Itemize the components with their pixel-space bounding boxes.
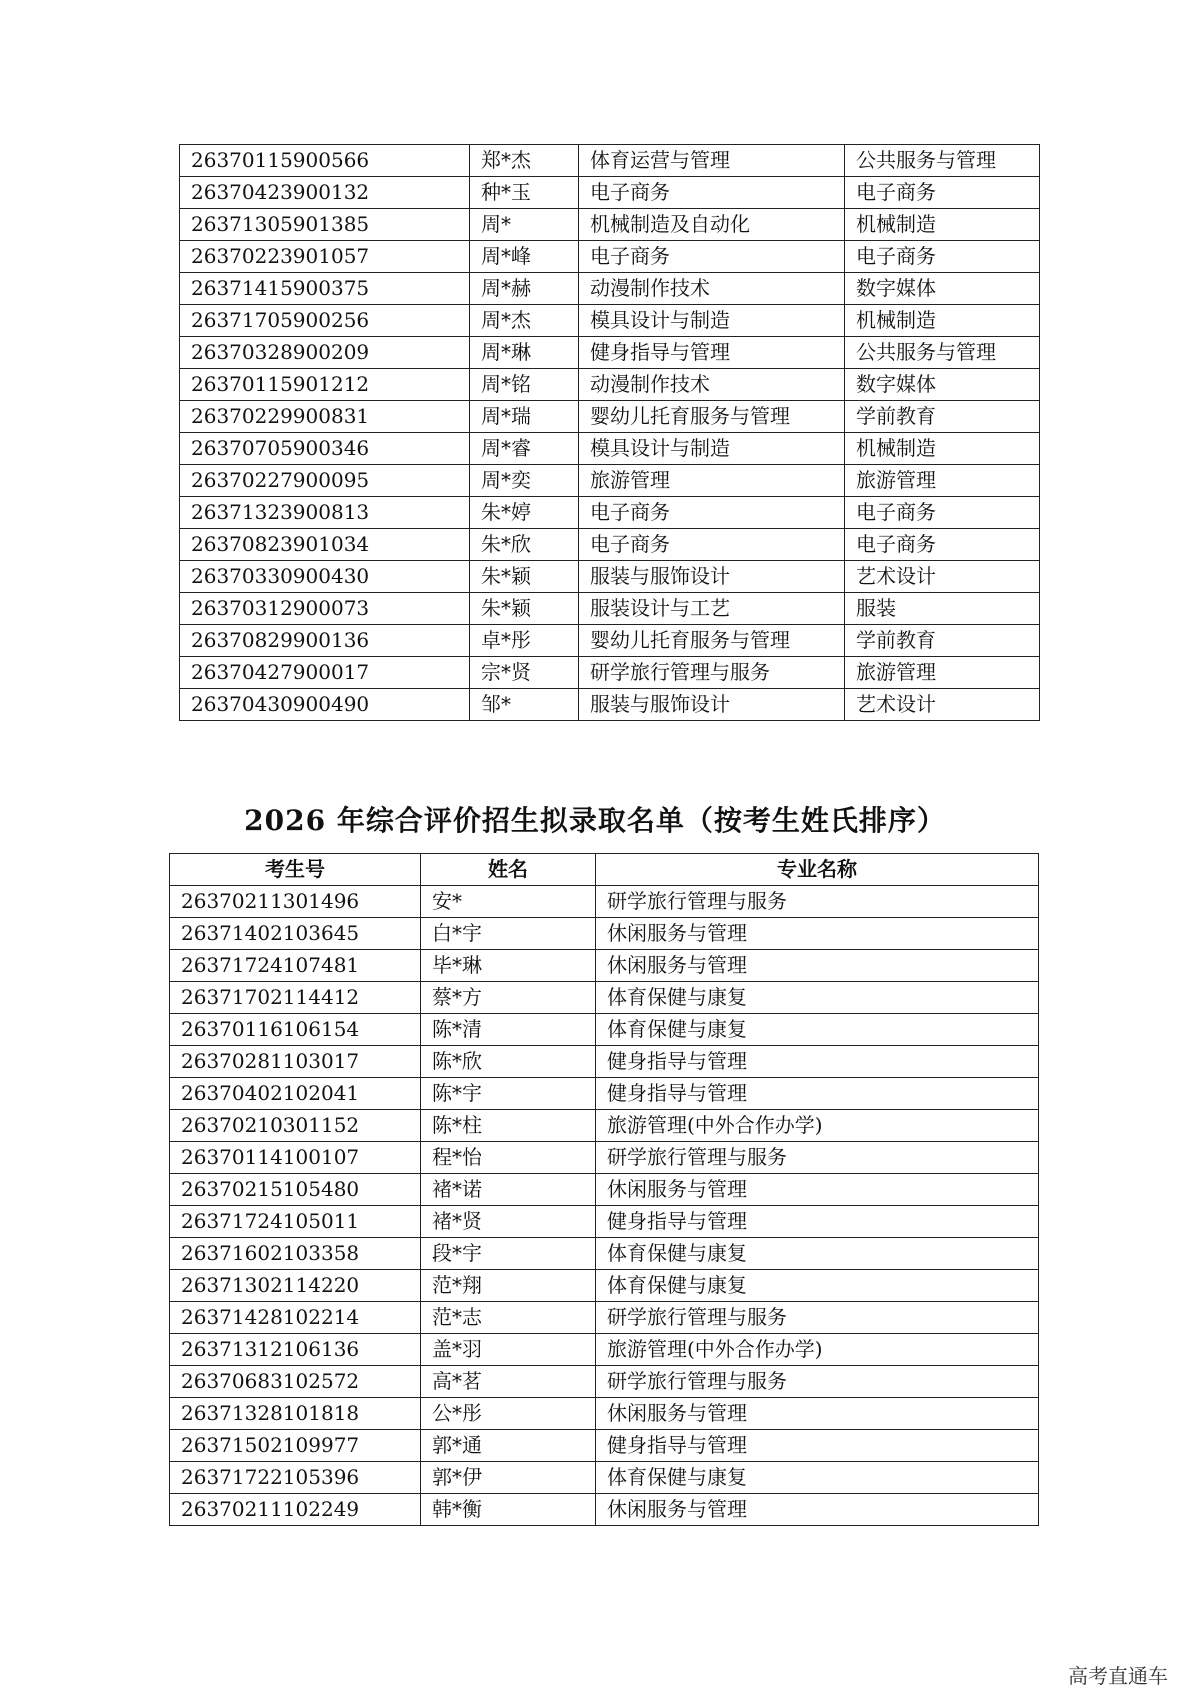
cell-major: 体育保健与康复 xyxy=(596,1270,1039,1302)
cell-category: 数字媒体 xyxy=(845,273,1040,305)
cell-major: 电子商务 xyxy=(579,241,845,273)
cell-category: 旅游管理 xyxy=(845,465,1040,497)
cell-exam-number: 26370229900831 xyxy=(180,401,470,433)
cell-name: 范*翔 xyxy=(421,1270,596,1302)
cell-major: 电子商务 xyxy=(579,497,845,529)
cell-major: 休闲服务与管理 xyxy=(596,1174,1039,1206)
table-row xyxy=(170,1014,1039,1046)
table-header-row xyxy=(170,854,1039,886)
table-row xyxy=(170,1206,1039,1238)
table-row xyxy=(180,337,1040,369)
table-row xyxy=(180,497,1040,529)
cell-name: 白*宇 xyxy=(421,918,596,950)
table-row xyxy=(170,1174,1039,1206)
header-name: 姓名 xyxy=(421,854,596,886)
cell-major: 研学旅行管理与服务 xyxy=(596,1302,1039,1334)
cell-category: 学前教育 xyxy=(845,401,1040,433)
cell-major: 休闲服务与管理 xyxy=(596,950,1039,982)
table-row xyxy=(170,1494,1039,1526)
cell-major: 研学旅行管理与服务 xyxy=(596,1366,1039,1398)
cell-name: 盖*羽 xyxy=(421,1334,596,1366)
cell-name: 周*睿 xyxy=(470,433,579,465)
cell-exam-number: 26370281103017 xyxy=(170,1046,421,1078)
cell-name: 公*彤 xyxy=(421,1398,596,1430)
cell-exam-number: 26371328101818 xyxy=(170,1398,421,1430)
cell-major: 动漫制作技术 xyxy=(579,273,845,305)
cell-name: 陈*清 xyxy=(421,1014,596,1046)
cell-name: 种*玉 xyxy=(470,177,579,209)
cell-major: 研学旅行管理与服务 xyxy=(596,1142,1039,1174)
table-row xyxy=(180,145,1040,177)
cell-exam-number: 26370683102572 xyxy=(170,1366,421,1398)
cell-major: 健身指导与管理 xyxy=(596,1206,1039,1238)
cell-major: 动漫制作技术 xyxy=(579,369,845,401)
table-row xyxy=(170,950,1039,982)
cell-exam-number: 26371402103645 xyxy=(170,918,421,950)
cell-major: 体育运营与管理 xyxy=(579,145,845,177)
cell-exam-number: 26371323900813 xyxy=(180,497,470,529)
cell-exam-number: 26371722105396 xyxy=(170,1462,421,1494)
cell-name: 周*峰 xyxy=(470,241,579,273)
cell-name: 朱*颖 xyxy=(470,561,579,593)
cell-exam-number: 26370330900430 xyxy=(180,561,470,593)
table-row xyxy=(180,657,1040,689)
header-major: 专业名称 xyxy=(596,854,1039,886)
cell-major: 体育保健与康复 xyxy=(596,1462,1039,1494)
watermark-text: 高考直通车 xyxy=(1068,1664,1168,1688)
cell-exam-number: 26370312900073 xyxy=(180,593,470,625)
cell-exam-number: 26370829900136 xyxy=(180,625,470,657)
cell-name: 朱*欣 xyxy=(470,529,579,561)
cell-name: 高*茗 xyxy=(421,1366,596,1398)
cell-category: 机械制造 xyxy=(845,209,1040,241)
table1-body xyxy=(180,145,1040,721)
cell-category: 学前教育 xyxy=(845,625,1040,657)
table2-body xyxy=(170,886,1039,1526)
table-row xyxy=(170,1078,1039,1110)
cell-major: 体育保健与康复 xyxy=(596,1238,1039,1270)
cell-name: 段*宇 xyxy=(421,1238,596,1270)
cell-exam-number: 26370116106154 xyxy=(170,1014,421,1046)
cell-major: 健身指导与管理 xyxy=(596,1078,1039,1110)
cell-category: 艺术设计 xyxy=(845,561,1040,593)
cell-name: 郭*通 xyxy=(421,1430,596,1462)
cell-major: 研学旅行管理与服务 xyxy=(596,886,1039,918)
cell-major: 机械制造及自动化 xyxy=(579,209,845,241)
cell-major: 模具设计与制造 xyxy=(579,433,845,465)
cell-name: 周*杰 xyxy=(470,305,579,337)
cell-exam-number: 26371602103358 xyxy=(170,1238,421,1270)
cell-major: 电子商务 xyxy=(579,177,845,209)
cell-major: 婴幼儿托育服务与管理 xyxy=(579,625,845,657)
cell-name: 毕*琳 xyxy=(421,950,596,982)
cell-major: 旅游管理 xyxy=(579,465,845,497)
cell-name: 韩*衡 xyxy=(421,1494,596,1526)
table-row xyxy=(170,1462,1039,1494)
cell-exam-number: 26371702114412 xyxy=(170,982,421,1014)
cell-major: 体育保健与康复 xyxy=(596,1014,1039,1046)
cell-name: 范*志 xyxy=(421,1302,596,1334)
table-row xyxy=(170,886,1039,918)
cell-exam-number: 26370114100107 xyxy=(170,1142,421,1174)
cell-name: 蔡*方 xyxy=(421,982,596,1014)
cell-major: 婴幼儿托育服务与管理 xyxy=(579,401,845,433)
table-row xyxy=(180,209,1040,241)
table-row xyxy=(180,689,1040,721)
cell-category: 艺术设计 xyxy=(845,689,1040,721)
cell-exam-number: 26370211102249 xyxy=(170,1494,421,1526)
cell-category: 旅游管理 xyxy=(845,657,1040,689)
cell-major: 旅游管理(中外合作办学) xyxy=(596,1334,1039,1366)
cell-exam-number: 26371705900256 xyxy=(180,305,470,337)
cell-category: 电子商务 xyxy=(845,497,1040,529)
table-row xyxy=(180,593,1040,625)
cell-category: 公共服务与管理 xyxy=(845,145,1040,177)
cell-category: 电子商务 xyxy=(845,177,1040,209)
cell-exam-number: 26370211301496 xyxy=(170,886,421,918)
cell-exam-number: 26371428102214 xyxy=(170,1302,421,1334)
table-row xyxy=(180,433,1040,465)
cell-major: 健身指导与管理 xyxy=(579,337,845,369)
cell-exam-number: 26371302114220 xyxy=(170,1270,421,1302)
table-row xyxy=(180,625,1040,657)
cell-category: 服装 xyxy=(845,593,1040,625)
table-row xyxy=(170,1270,1039,1302)
table-row xyxy=(170,1334,1039,1366)
cell-exam-number: 26371415900375 xyxy=(180,273,470,305)
table-row xyxy=(170,1366,1039,1398)
table-row xyxy=(180,369,1040,401)
cell-major: 健身指导与管理 xyxy=(596,1430,1039,1462)
table-row xyxy=(170,1110,1039,1142)
cell-exam-number: 26370210301152 xyxy=(170,1110,421,1142)
cell-category: 电子商务 xyxy=(845,529,1040,561)
cell-name: 周*琳 xyxy=(470,337,579,369)
cell-exam-number: 26371312106136 xyxy=(170,1334,421,1366)
table-row xyxy=(170,982,1039,1014)
table-row xyxy=(170,1430,1039,1462)
cell-exam-number: 26370430900490 xyxy=(180,689,470,721)
cell-major: 研学旅行管理与服务 xyxy=(579,657,845,689)
cell-major: 旅游管理(中外合作办学) xyxy=(596,1110,1039,1142)
cell-exam-number: 26370823901034 xyxy=(180,529,470,561)
table-row xyxy=(170,1046,1039,1078)
cell-name: 周*铭 xyxy=(470,369,579,401)
cell-exam-number: 26370328900209 xyxy=(180,337,470,369)
cell-name: 邹* xyxy=(470,689,579,721)
cell-name: 陈*宇 xyxy=(421,1078,596,1110)
cell-exam-number: 26370227900095 xyxy=(180,465,470,497)
cell-category: 机械制造 xyxy=(845,433,1040,465)
cell-name: 卓*彤 xyxy=(470,625,579,657)
cell-name: 周*奕 xyxy=(470,465,579,497)
cell-category: 电子商务 xyxy=(845,241,1040,273)
cell-category: 机械制造 xyxy=(845,305,1040,337)
cell-exam-number: 26370705900346 xyxy=(180,433,470,465)
cell-category: 公共服务与管理 xyxy=(845,337,1040,369)
table-row xyxy=(170,1238,1039,1270)
comprehensive-admission-table xyxy=(169,853,1039,1526)
table-row xyxy=(170,918,1039,950)
table-row xyxy=(180,305,1040,337)
cell-exam-number: 26371305901385 xyxy=(180,209,470,241)
cell-name: 周*赫 xyxy=(470,273,579,305)
cell-category: 数字媒体 xyxy=(845,369,1040,401)
cell-exam-number: 26371724105011 xyxy=(170,1206,421,1238)
cell-name: 郭*伊 xyxy=(421,1462,596,1494)
table-row xyxy=(170,1398,1039,1430)
cell-name: 朱*婷 xyxy=(470,497,579,529)
table-row xyxy=(170,1302,1039,1334)
cell-name: 宗*贤 xyxy=(470,657,579,689)
cell-major: 服装与服饰设计 xyxy=(579,561,845,593)
cell-major: 服装设计与工艺 xyxy=(579,593,845,625)
table-row xyxy=(180,561,1040,593)
header-exam-number: 考生号 xyxy=(170,854,421,886)
cell-exam-number: 26371724107481 xyxy=(170,950,421,982)
cell-exam-number: 26370427900017 xyxy=(180,657,470,689)
cell-name: 周* xyxy=(470,209,579,241)
cell-name: 朱*颖 xyxy=(470,593,579,625)
cell-major: 休闲服务与管理 xyxy=(596,918,1039,950)
cell-major: 电子商务 xyxy=(579,529,845,561)
cell-name: 郑*杰 xyxy=(470,145,579,177)
cell-exam-number: 26371502109977 xyxy=(170,1430,421,1462)
admission-table-continued xyxy=(179,144,1040,721)
table-row xyxy=(180,241,1040,273)
cell-major: 健身指导与管理 xyxy=(596,1046,1039,1078)
table-row xyxy=(180,273,1040,305)
table-row xyxy=(180,529,1040,561)
cell-major: 服装与服饰设计 xyxy=(579,689,845,721)
cell-exam-number: 26370115900566 xyxy=(180,145,470,177)
table-row xyxy=(180,401,1040,433)
section-title: 2026 年综合评价招生拟录取名单（按考生姓氏排序） xyxy=(244,804,946,837)
cell-major: 体育保健与康复 xyxy=(596,982,1039,1014)
table-row xyxy=(180,177,1040,209)
cell-name: 程*怡 xyxy=(421,1142,596,1174)
cell-name: 褚*贤 xyxy=(421,1206,596,1238)
table-row xyxy=(170,1142,1039,1174)
cell-exam-number: 26370115901212 xyxy=(180,369,470,401)
cell-name: 褚*诺 xyxy=(421,1174,596,1206)
cell-name: 陈*欣 xyxy=(421,1046,596,1078)
cell-major: 模具设计与制造 xyxy=(579,305,845,337)
cell-major: 休闲服务与管理 xyxy=(596,1494,1039,1526)
cell-exam-number: 26370215105480 xyxy=(170,1174,421,1206)
cell-exam-number: 26370402102041 xyxy=(170,1078,421,1110)
cell-major: 休闲服务与管理 xyxy=(596,1398,1039,1430)
cell-exam-number: 26370223901057 xyxy=(180,241,470,273)
cell-exam-number: 26370423900132 xyxy=(180,177,470,209)
table-row xyxy=(180,465,1040,497)
cell-name: 周*瑞 xyxy=(470,401,579,433)
cell-name: 安* xyxy=(421,886,596,918)
cell-name: 陈*柱 xyxy=(421,1110,596,1142)
